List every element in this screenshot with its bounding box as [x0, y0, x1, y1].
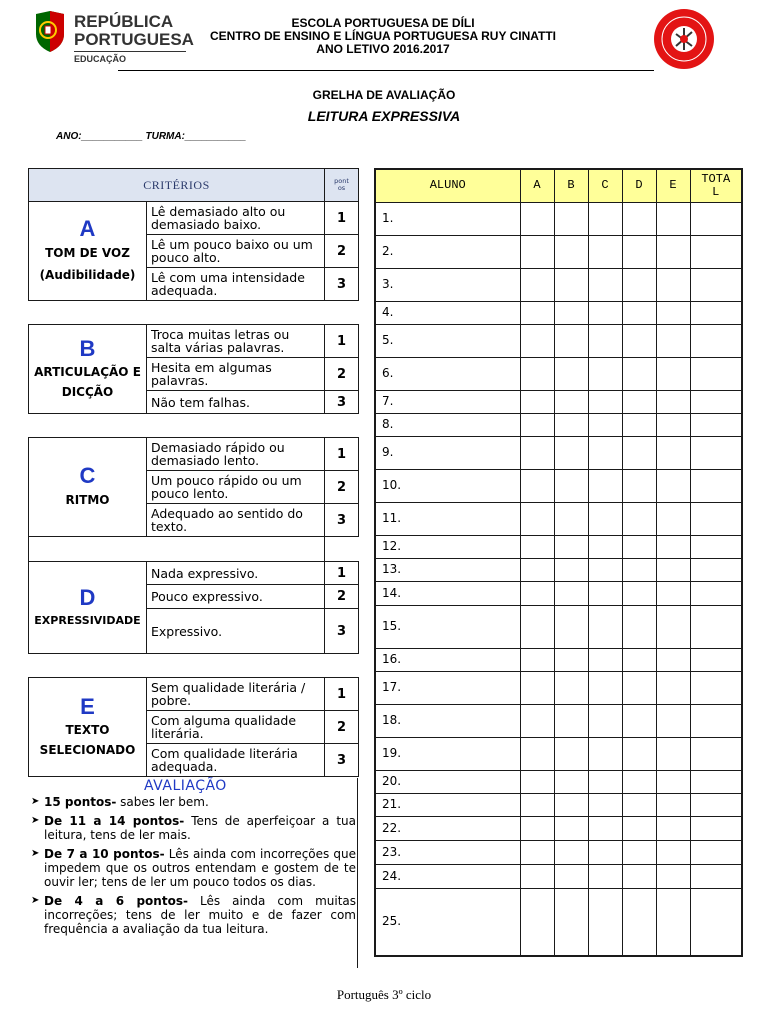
student-row	[375, 413, 742, 436]
level-desc: Com qualidade literária adequada.	[147, 744, 325, 777]
avaliacao-range: De 4 a 6 pontos-	[44, 894, 188, 908]
level-desc: Pouco expressivo.	[147, 585, 325, 609]
student-number: 2.	[375, 235, 520, 268]
avaliacao-range: 15 pontos-	[44, 795, 117, 809]
score-cell-d[interactable]	[622, 301, 656, 324]
score-cell-d[interactable]	[622, 235, 656, 268]
score-cell-b[interactable]	[554, 864, 588, 888]
level-points: 2	[325, 711, 359, 744]
score-cell-b[interactable]	[554, 770, 588, 793]
score-cell-e[interactable]	[656, 436, 690, 469]
score-cell-d[interactable]	[622, 268, 656, 301]
student-number: 11.	[375, 502, 520, 535]
score-cell-d[interactable]	[622, 605, 656, 648]
school-center: CENTRO DE ENSINO E LÍNGUA PORTUGUESA RUY CINATTI	[209, 29, 557, 43]
score-cell-a[interactable]	[520, 558, 554, 581]
student-row	[375, 671, 742, 704]
level-desc: Adequado ao sentido do texto.	[147, 504, 325, 537]
logo-divider	[74, 51, 186, 52]
score-cell-a[interactable]	[520, 436, 554, 469]
level-desc: Lê demasiado alto ou demasiado baixo.	[147, 202, 325, 235]
score-cell-b[interactable]	[554, 535, 588, 558]
criterion-name: ARTICULAÇÃO E DICÇÃO	[34, 365, 141, 399]
student-row	[375, 816, 742, 840]
spacer-row	[29, 301, 359, 325]
arrow-bullet-icon: ➤	[31, 815, 40, 826]
score-cell-total[interactable]	[690, 605, 742, 648]
score-cell-e[interactable]	[656, 268, 690, 301]
score-cell-total[interactable]	[690, 235, 742, 268]
score-cell-total[interactable]	[690, 864, 742, 888]
col-header-e: E	[656, 169, 690, 202]
student-row	[375, 648, 742, 671]
criterios-header: CRITÉRIOS	[29, 169, 325, 202]
level-desc: Hesita em algumas palavras.	[147, 358, 325, 391]
student-row	[375, 502, 742, 535]
score-cell-a[interactable]	[520, 671, 554, 704]
republica-portuguesa-title: REPÚBLICA PORTUGUESA	[74, 12, 194, 49]
score-cell-b[interactable]	[554, 413, 588, 436]
student-row	[375, 436, 742, 469]
student-number: 5.	[375, 324, 520, 357]
score-cell-d[interactable]	[622, 704, 656, 737]
score-cell-e[interactable]	[656, 770, 690, 793]
student-number: 1.	[375, 202, 520, 235]
score-cell-b[interactable]	[554, 888, 588, 956]
avaliacao-range: De 7 a 10 pontos-	[44, 847, 165, 861]
student-number: 17.	[375, 671, 520, 704]
score-cell-b[interactable]	[554, 502, 588, 535]
student-number: 6.	[375, 357, 520, 390]
flag-emblem-icon	[30, 10, 70, 54]
score-cell-d[interactable]	[622, 581, 656, 605]
score-cell-total[interactable]	[690, 648, 742, 671]
col-header-d: D	[622, 169, 656, 202]
score-cell-d[interactable]	[622, 357, 656, 390]
score-cell-b[interactable]	[554, 202, 588, 235]
level-points: 2	[325, 235, 359, 268]
level-points: 3	[325, 504, 359, 537]
col-header-c: C	[588, 169, 622, 202]
score-cell-c[interactable]	[588, 737, 622, 770]
student-number: 14.	[375, 581, 520, 605]
score-cell-b[interactable]	[554, 469, 588, 502]
score-cell-c[interactable]	[588, 605, 622, 648]
score-cell-b[interactable]	[554, 268, 588, 301]
student-number: 25.	[375, 888, 520, 956]
score-cell-e[interactable]	[656, 737, 690, 770]
student-row	[375, 202, 742, 235]
score-cell-d[interactable]	[622, 888, 656, 956]
page-title: GRELHA DE AVALIAÇÃO	[312, 88, 456, 102]
score-cell-b[interactable]	[554, 301, 588, 324]
score-cell-total[interactable]	[690, 324, 742, 357]
level-desc: Lê com uma intensidade adequada.	[147, 268, 325, 301]
score-cell-b[interactable]	[554, 605, 588, 648]
student-row	[375, 864, 742, 888]
score-cell-c[interactable]	[588, 704, 622, 737]
student-row	[375, 235, 742, 268]
student-row	[375, 605, 742, 648]
score-cell-a[interactable]	[520, 502, 554, 535]
score-cell-e[interactable]	[656, 605, 690, 648]
score-cell-d[interactable]	[622, 535, 656, 558]
avaliacao-text: Tens de aperfeiçoar a tua leitura, tens de ler mais.	[44, 814, 356, 842]
score-cell-a[interactable]	[520, 268, 554, 301]
score-cell-total[interactable]	[690, 436, 742, 469]
student-number: 22.	[375, 816, 520, 840]
avaliacao-text: sabes ler bem.	[116, 795, 209, 809]
criterion-c-label	[29, 438, 147, 537]
score-cell-b[interactable]	[554, 816, 588, 840]
school-seal-icon	[652, 8, 716, 70]
criterion-name: TOM DE VOZ (Audibilidade)	[39, 246, 136, 282]
score-cell-c[interactable]	[588, 324, 622, 357]
score-cell-total[interactable]	[690, 581, 742, 605]
level-points: 1	[325, 562, 359, 585]
level-points: 3	[325, 268, 359, 301]
score-cell-a[interactable]	[520, 888, 554, 956]
score-cell-total[interactable]	[690, 793, 742, 816]
avaliacao-text: Lês ainda com incorreções que impedem que os outros entendam e gostem de te ouvir ler; tens de ler um pouco todos os dias.	[44, 847, 357, 889]
level-desc: Com alguma qualidade literária.	[147, 711, 325, 744]
score-cell-a[interactable]	[520, 301, 554, 324]
score-cell-e[interactable]	[656, 502, 690, 535]
score-cell-a[interactable]	[520, 864, 554, 888]
criterion-letter: B	[79, 336, 96, 361]
score-cell-total[interactable]	[690, 558, 742, 581]
score-cell-b[interactable]	[554, 793, 588, 816]
student-row	[375, 581, 742, 605]
score-cell-total[interactable]	[690, 888, 742, 956]
score-cell-a[interactable]	[520, 605, 554, 648]
arrow-bullet-icon: ➤	[31, 796, 40, 807]
score-cell-total[interactable]	[690, 770, 742, 793]
score-cell-e[interactable]	[656, 671, 690, 704]
avaliacao-title: AVALIAÇÃO	[144, 778, 227, 794]
score-cell-e[interactable]	[656, 864, 690, 888]
score-cell-d[interactable]	[622, 413, 656, 436]
student-row	[375, 888, 742, 956]
score-cell-e[interactable]	[656, 888, 690, 956]
score-cell-c[interactable]	[588, 502, 622, 535]
score-cell-a[interactable]	[520, 648, 554, 671]
level-points: 2	[325, 358, 359, 391]
school-header	[190, 17, 576, 56]
score-cell-total[interactable]	[690, 737, 742, 770]
score-cell-c[interactable]	[588, 235, 622, 268]
page-subtitle: LEITURA EXPRESSIVA	[307, 108, 461, 124]
score-cell-a[interactable]	[520, 793, 554, 816]
score-cell-a[interactable]	[520, 390, 554, 413]
avaliacao-border	[357, 778, 358, 968]
score-cell-b[interactable]	[554, 704, 588, 737]
col-header-a: A	[520, 169, 554, 202]
score-cell-d[interactable]	[622, 648, 656, 671]
score-cell-d[interactable]	[622, 469, 656, 502]
score-cell-total[interactable]	[690, 469, 742, 502]
arrow-bullet-icon: ➤	[31, 895, 40, 906]
header-rule	[118, 70, 654, 71]
student-row	[375, 357, 742, 390]
criterion-name: TEXTO SELECIONADO	[39, 723, 136, 757]
criterion-b-label	[29, 325, 147, 414]
score-cell-e[interactable]	[656, 413, 690, 436]
level-points: 3	[325, 391, 359, 414]
score-cell-c[interactable]	[588, 202, 622, 235]
student-number: 10.	[375, 469, 520, 502]
level-desc: Nada expressivo.	[147, 562, 325, 585]
score-cell-c[interactable]	[588, 558, 622, 581]
score-cell-total[interactable]	[690, 671, 742, 704]
score-cell-a[interactable]	[520, 704, 554, 737]
level-desc: Sem qualidade literária / pobre.	[147, 678, 325, 711]
student-row	[375, 770, 742, 793]
score-cell-c[interactable]	[588, 357, 622, 390]
educacao-label: EDUCAÇÃO	[74, 54, 127, 64]
ano-turma-field: ANO:___________ TURMA:___________	[56, 131, 247, 142]
student-number: 9.	[375, 436, 520, 469]
col-header-b: B	[554, 169, 588, 202]
spacer-row	[29, 414, 359, 438]
student-row	[375, 324, 742, 357]
level-points: 1	[325, 202, 359, 235]
score-cell-e[interactable]	[656, 469, 690, 502]
score-cell-e[interactable]	[656, 793, 690, 816]
score-cell-b[interactable]	[554, 671, 588, 704]
spacer-row	[325, 537, 359, 562]
score-cell-total[interactable]	[690, 202, 742, 235]
score-cell-b[interactable]	[554, 436, 588, 469]
score-cell-total[interactable]	[690, 535, 742, 558]
score-cell-d[interactable]	[622, 390, 656, 413]
score-cell-d[interactable]	[622, 202, 656, 235]
student-number: 16.	[375, 648, 520, 671]
score-cell-c[interactable]	[588, 581, 622, 605]
student-row	[375, 390, 742, 413]
score-cell-d[interactable]	[622, 436, 656, 469]
score-cell-total[interactable]	[690, 502, 742, 535]
student-number: 13.	[375, 558, 520, 581]
school-name: ESCOLA PORTUGUESA DE DÍLI	[291, 16, 475, 30]
score-cell-e[interactable]	[656, 235, 690, 268]
score-cell-b[interactable]	[554, 324, 588, 357]
score-cell-e[interactable]	[656, 535, 690, 558]
school-year: ANO LETIVO 2016.2017	[316, 42, 450, 56]
criteria-table	[28, 168, 359, 777]
score-cell-e[interactable]	[656, 840, 690, 864]
score-cell-d[interactable]	[622, 816, 656, 840]
student-row	[375, 704, 742, 737]
score-cell-total[interactable]	[690, 704, 742, 737]
score-cell-d[interactable]	[622, 770, 656, 793]
avaliacao-range: De 11 a 14 pontos-	[44, 814, 185, 828]
student-number: 7.	[375, 390, 520, 413]
score-cell-a[interactable]	[520, 840, 554, 864]
student-row	[375, 558, 742, 581]
level-points: 2	[325, 585, 359, 609]
score-cell-a[interactable]	[520, 737, 554, 770]
score-cell-c[interactable]	[588, 840, 622, 864]
student-number: 20.	[375, 770, 520, 793]
student-number: 19.	[375, 737, 520, 770]
students-table	[374, 168, 743, 957]
criterion-e-label	[29, 678, 147, 777]
score-cell-b[interactable]	[554, 840, 588, 864]
score-cell-total[interactable]	[690, 413, 742, 436]
score-cell-b[interactable]	[554, 390, 588, 413]
score-cell-total[interactable]	[690, 357, 742, 390]
score-cell-a[interactable]	[520, 202, 554, 235]
score-cell-c[interactable]	[588, 648, 622, 671]
score-cell-c[interactable]	[588, 390, 622, 413]
score-cell-total[interactable]	[690, 840, 742, 864]
student-number: 15.	[375, 605, 520, 648]
level-points: 2	[325, 471, 359, 504]
score-cell-b[interactable]	[554, 357, 588, 390]
total-header: TOTA L	[690, 169, 742, 202]
score-cell-total[interactable]	[690, 301, 742, 324]
score-cell-c[interactable]	[588, 436, 622, 469]
student-row	[375, 535, 742, 558]
score-cell-e[interactable]	[656, 390, 690, 413]
level-desc: Troca muitas letras ou salta várias palavras.	[147, 325, 325, 358]
score-cell-c[interactable]	[588, 413, 622, 436]
score-cell-d[interactable]	[622, 502, 656, 535]
score-cell-b[interactable]	[554, 581, 588, 605]
score-cell-b[interactable]	[554, 648, 588, 671]
score-cell-d[interactable]	[622, 737, 656, 770]
score-cell-d[interactable]	[622, 558, 656, 581]
avaliacao-item	[30, 795, 356, 809]
level-points: 1	[325, 438, 359, 471]
score-cell-e[interactable]	[656, 301, 690, 324]
avaliacao-item	[30, 814, 356, 842]
student-number: 8.	[375, 413, 520, 436]
criterion-a-label	[29, 202, 147, 301]
score-cell-d[interactable]	[622, 793, 656, 816]
score-cell-d[interactable]	[622, 840, 656, 864]
score-cell-e[interactable]	[656, 648, 690, 671]
avaliacao-list	[30, 795, 356, 941]
avaliacao-item	[30, 894, 356, 936]
student-number: 3.	[375, 268, 520, 301]
arrow-bullet-icon: ➤	[31, 848, 40, 859]
level-desc: Não tem falhas.	[147, 391, 325, 414]
avaliacao-item	[30, 847, 356, 889]
score-cell-d[interactable]	[622, 671, 656, 704]
score-cell-c[interactable]	[588, 888, 622, 956]
score-cell-b[interactable]	[554, 737, 588, 770]
criterion-letter: A	[79, 216, 96, 241]
student-row	[375, 301, 742, 324]
score-cell-e[interactable]	[656, 704, 690, 737]
level-points: 3	[325, 609, 359, 654]
criterion-name: RITMO	[65, 493, 110, 507]
score-cell-a[interactable]	[520, 235, 554, 268]
score-cell-c[interactable]	[588, 793, 622, 816]
criterion-letter: C	[79, 463, 96, 488]
score-cell-e[interactable]	[656, 202, 690, 235]
student-number: 4.	[375, 301, 520, 324]
score-cell-a[interactable]	[520, 469, 554, 502]
student-row	[375, 469, 742, 502]
score-cell-b[interactable]	[554, 558, 588, 581]
score-cell-c[interactable]	[588, 770, 622, 793]
student-number: 23.	[375, 840, 520, 864]
score-cell-b[interactable]	[554, 235, 588, 268]
score-cell-c[interactable]	[588, 268, 622, 301]
score-cell-c[interactable]	[588, 864, 622, 888]
score-cell-e[interactable]	[656, 581, 690, 605]
student-number: 21.	[375, 793, 520, 816]
level-desc: Lê um pouco baixo ou um pouco alto.	[147, 235, 325, 268]
score-cell-total[interactable]	[690, 390, 742, 413]
score-cell-e[interactable]	[656, 558, 690, 581]
score-cell-a[interactable]	[520, 816, 554, 840]
score-cell-c[interactable]	[588, 816, 622, 840]
avaliacao-text: Lês ainda com muitas incorreções; tens de ler muito e de fazer com frequência a avaliação da tua leitura.	[44, 894, 357, 936]
score-cell-c[interactable]	[588, 301, 622, 324]
score-cell-c[interactable]	[588, 469, 622, 502]
level-desc: Demasiado rápido ou demasiado lento.	[147, 438, 325, 471]
spacer-row	[29, 654, 359, 678]
score-cell-e[interactable]	[656, 357, 690, 390]
student-number: 12.	[375, 535, 520, 558]
aluno-header: ALUNO	[375, 169, 520, 202]
student-row	[375, 268, 742, 301]
student-row	[375, 737, 742, 770]
score-cell-a[interactable]	[520, 413, 554, 436]
level-desc: Um pouco rápido ou um pouco lento.	[147, 471, 325, 504]
score-cell-c[interactable]	[588, 535, 622, 558]
student-number: 24.	[375, 864, 520, 888]
spacer-row	[29, 537, 325, 562]
level-points: 1	[325, 325, 359, 358]
student-row	[375, 793, 742, 816]
score-cell-a[interactable]	[520, 770, 554, 793]
level-points: 3	[325, 744, 359, 777]
score-cell-total[interactable]	[690, 816, 742, 840]
student-row	[375, 840, 742, 864]
level-desc: Expressivo.	[147, 609, 325, 654]
score-cell-total[interactable]	[690, 268, 742, 301]
level-points: 1	[325, 678, 359, 711]
score-cell-a[interactable]	[520, 535, 554, 558]
pontos-header: pont os	[325, 169, 359, 202]
school-seal	[652, 8, 716, 70]
score-cell-d[interactable]	[622, 324, 656, 357]
page-footer: Português 3º ciclo	[336, 987, 432, 1002]
student-number: 18.	[375, 704, 520, 737]
score-cell-d[interactable]	[622, 864, 656, 888]
score-cell-e[interactable]	[656, 324, 690, 357]
score-cell-a[interactable]	[520, 581, 554, 605]
score-cell-a[interactable]	[520, 324, 554, 357]
score-cell-c[interactable]	[588, 671, 622, 704]
score-cell-e[interactable]	[656, 816, 690, 840]
criterion-letter: D	[79, 584, 96, 610]
criterion-name: EXPRESSIVIDADE	[34, 613, 141, 627]
score-cell-a[interactable]	[520, 357, 554, 390]
criterion-letter: E	[80, 694, 95, 719]
criterion-d-label	[29, 562, 147, 654]
